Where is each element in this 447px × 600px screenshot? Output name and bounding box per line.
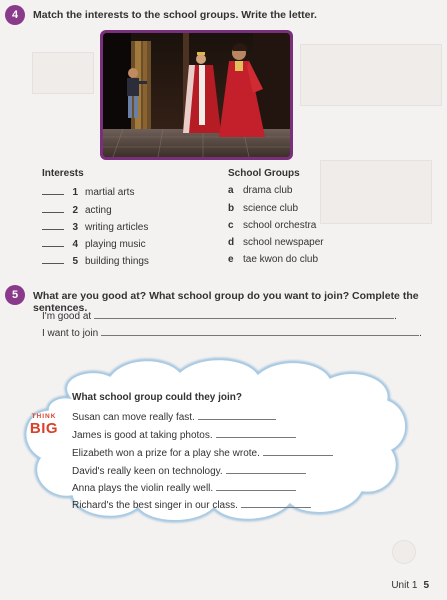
think-big-answer-line[interactable]: [198, 410, 276, 420]
think-big-item-text: James is good at taking photos.: [72, 430, 213, 441]
sentence-row: [42, 326, 422, 339]
page-number: 5: [423, 580, 429, 591]
sentence-end-punct: .: [419, 328, 422, 339]
group-letter: e: [228, 254, 234, 265]
think-big-item-text: David's really keen on technology.: [72, 466, 223, 477]
show-through-panel: [392, 540, 416, 564]
group-letter: a: [228, 185, 234, 196]
think-big-line1: THINK: [31, 413, 57, 420]
page-footer: [391, 580, 429, 591]
think-big-logo: [26, 414, 62, 436]
group-letter: c: [228, 220, 234, 231]
interest-text: building things: [85, 256, 149, 267]
think-big-item: [72, 446, 333, 459]
group-row: [228, 220, 316, 231]
interest-number: 4: [72, 239, 78, 250]
interest-row: [42, 254, 149, 267]
exercise-5-instruction: What are you good at? What school group do you want to join? Complete the sentences.: [33, 290, 419, 314]
group-text: drama club: [243, 185, 293, 196]
show-through-panel: [32, 52, 94, 94]
interest-number: 1: [72, 187, 78, 198]
think-big-item-text: Susan can move really fast.: [72, 412, 195, 423]
think-big-item: [72, 410, 276, 423]
think-big-answer-line[interactable]: [241, 498, 311, 508]
think-big-item: [72, 481, 296, 494]
sentence-prompt: I want to join: [42, 328, 99, 339]
group-text: tae kwon do club: [243, 254, 319, 265]
interest-row: [42, 185, 134, 198]
think-big-item-text: Richard's the best singer in our class.: [72, 500, 238, 511]
interest-row: [42, 220, 148, 233]
think-big-item-text: Anna plays the violin really well.: [72, 483, 214, 494]
answer-blank[interactable]: [42, 254, 64, 264]
group-text: science club: [243, 203, 299, 214]
sentence-answer-line[interactable]: [94, 309, 394, 319]
group-letter: d: [228, 237, 235, 248]
interest-text: acting: [85, 205, 112, 216]
think-big-item: [72, 428, 296, 441]
think-big-answer-line[interactable]: [216, 481, 296, 491]
group-row: [228, 254, 318, 265]
answer-blank[interactable]: [42, 237, 64, 247]
interest-number: 2: [72, 205, 78, 216]
think-big-answer-line[interactable]: [226, 464, 306, 474]
sentence-prompt: I'm good at: [42, 311, 92, 322]
answer-blank[interactable]: [42, 220, 64, 230]
think-big-answer-line[interactable]: [263, 446, 333, 456]
interest-text: writing articles: [85, 222, 149, 233]
drama-photo: [100, 30, 293, 160]
interest-number: 5: [72, 256, 78, 267]
exercise-4-badge: 4: [5, 5, 25, 25]
answer-blank[interactable]: [42, 185, 64, 195]
interest-number: 3: [72, 222, 78, 233]
interest-row: [42, 237, 146, 250]
show-through-panel: [300, 44, 442, 106]
group-text: school orchestra: [243, 220, 317, 231]
interest-text: martial arts: [85, 187, 135, 198]
group-letter: b: [228, 203, 235, 214]
interest-row: [42, 203, 112, 216]
exercise-4-instruction: Match the interests to the school groups. Write the letter.: [33, 9, 317, 21]
think-big-item: [72, 498, 311, 511]
show-through-panel: [320, 160, 432, 224]
sentence-answer-line[interactable]: [101, 326, 419, 336]
interests-heading: Interests: [42, 168, 84, 179]
exercise-5-badge: 5: [5, 285, 25, 305]
think-big-title: What school group could they join?: [72, 392, 242, 403]
thought-cloud: [0, 348, 447, 540]
think-big-item: [72, 464, 306, 477]
stage-scene-image: [103, 33, 290, 157]
school-groups-heading: School Groups: [228, 168, 300, 179]
think-big-line2: BIG: [29, 419, 59, 437]
group-row: [228, 185, 292, 196]
group-text: school newspaper: [243, 237, 324, 248]
sentence-row: [42, 309, 397, 322]
think-big-item-text: Elizabeth won a prize for a play she wrote.: [72, 448, 260, 459]
think-big-answer-line[interactable]: [216, 428, 296, 438]
sentence-end-punct: .: [394, 311, 397, 322]
answer-blank[interactable]: [42, 203, 64, 213]
interest-text: playing music: [85, 239, 146, 250]
group-row: [228, 237, 324, 248]
unit-label: Unit 1: [391, 580, 418, 591]
group-row: [228, 203, 298, 214]
